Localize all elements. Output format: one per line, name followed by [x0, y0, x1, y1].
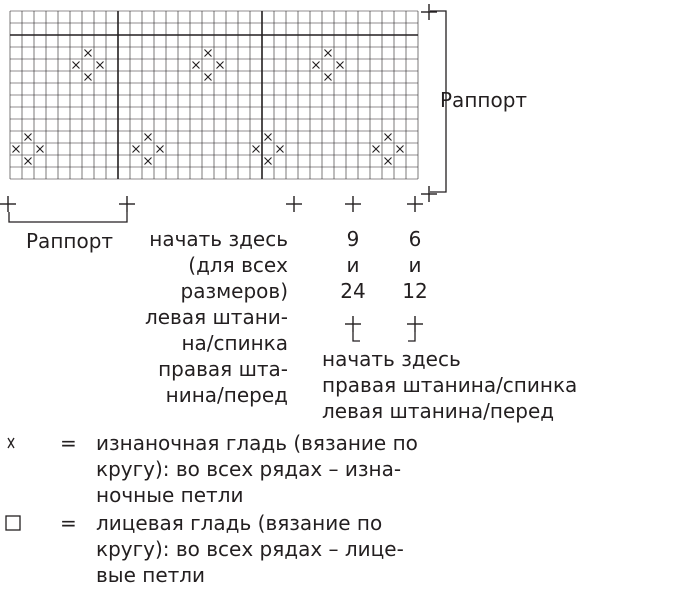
size-left-and: и: [346, 253, 360, 277]
size-right-top-plus-icon: [407, 196, 423, 212]
legend-empty-square-icon: [6, 516, 20, 530]
start-sizes-bracket-right: [408, 332, 415, 341]
chart-grid: [10, 11, 418, 179]
purl-cross-icon: [85, 50, 92, 57]
legend-purl-description: [96, 430, 418, 508]
purl-cross-icon: [277, 146, 284, 153]
start-sizes-line: левая штанина/перед: [322, 399, 555, 423]
purl-cross-icon: [133, 146, 140, 153]
purl-cross-icon: [25, 134, 32, 141]
purl-cross-icon: [313, 62, 320, 69]
purl-cross-icon: [217, 62, 224, 69]
rapport-top-plus-icon: [421, 4, 437, 20]
purl-cross-icon: [265, 134, 272, 141]
start-all-line: на/спинка: [181, 331, 288, 355]
purl-cross-icon: [337, 62, 344, 69]
legend-knit-description: [96, 510, 404, 588]
start-all-line: правая шта-: [158, 357, 288, 381]
purl-cross-icon: [385, 134, 392, 141]
rapport-vertical-label: Раппорт: [440, 88, 528, 112]
purl-cross-icon: [85, 74, 92, 81]
purl-cross-icon: [13, 146, 20, 153]
purl-cross-icon: [193, 62, 200, 69]
legend-purl-equals: =: [60, 431, 77, 455]
start-sizes-line: начать здесь: [322, 347, 461, 371]
size-right-column: [395, 226, 435, 304]
start-all-line: начать здесь: [149, 227, 288, 251]
purl-cross-icon: [325, 74, 332, 81]
start-sizes-line: правая штанина/спинка: [322, 373, 578, 397]
start-all-text: [100, 226, 288, 408]
size-right-value: 6: [408, 227, 422, 251]
purl-cross-icon: [73, 62, 80, 69]
purl-cross-icon: [37, 146, 44, 153]
start-sizes-text: [322, 346, 577, 424]
purl-cross-icon: [385, 158, 392, 165]
legend-knit-equals: =: [60, 511, 77, 535]
legend-purl-line: ночные петли: [96, 483, 244, 507]
purl-cross-icon: [397, 146, 404, 153]
purl-cross-icon: [325, 50, 332, 57]
legend-knit-line: кругу): во всех рядах – лице-: [96, 537, 404, 561]
rapport-right-plus-icon: [119, 196, 135, 212]
start-all-line: (для всех: [188, 253, 288, 277]
start-all-line: размеров): [180, 279, 288, 303]
purl-cross-icon: [205, 74, 212, 81]
legend-purl-line: изнаночная гладь (вязание по: [96, 431, 418, 455]
rapport-horizontal-bracket: [9, 212, 127, 222]
rapport-bottom-plus-icon: [421, 186, 437, 202]
legend-knit-line: лицевая гладь (вязание по: [96, 511, 383, 535]
purl-cross-icon: [97, 62, 104, 69]
rapport-horizontal-label: Раппорт: [26, 229, 114, 253]
size-right-value: 12: [402, 279, 428, 303]
purl-cross-icon: [265, 158, 272, 165]
rapport-left-plus-icon: [0, 196, 16, 212]
start-all-line: нина/перед: [165, 383, 288, 407]
size-left-column: [333, 226, 373, 304]
size-left-top-plus-icon: [345, 196, 361, 212]
legend-cross-icon: [8, 438, 14, 448]
legend-knit-line: вые петли: [96, 563, 206, 587]
purl-cross-icon: [25, 158, 32, 165]
start-all-line: левая штани-: [144, 305, 288, 329]
size-left-value: 9: [346, 227, 360, 251]
size-right-bottom-plus-icon: [407, 316, 423, 332]
start-sizes-bracket-left: [353, 332, 360, 341]
legend-purl-line: кругу): во всех рядах – изна-: [96, 457, 402, 481]
purl-cross-icon: [145, 158, 152, 165]
start-all-plus-icon: [286, 196, 302, 212]
size-right-and: и: [408, 253, 422, 277]
purl-cross-icon: [145, 134, 152, 141]
purl-cross-icon: [157, 146, 164, 153]
purl-cross-icon: [373, 146, 380, 153]
purl-cross-icon: [205, 50, 212, 57]
size-left-bottom-plus-icon: [345, 316, 361, 332]
size-left-value: 24: [340, 279, 366, 303]
purl-cross-icon: [253, 146, 260, 153]
